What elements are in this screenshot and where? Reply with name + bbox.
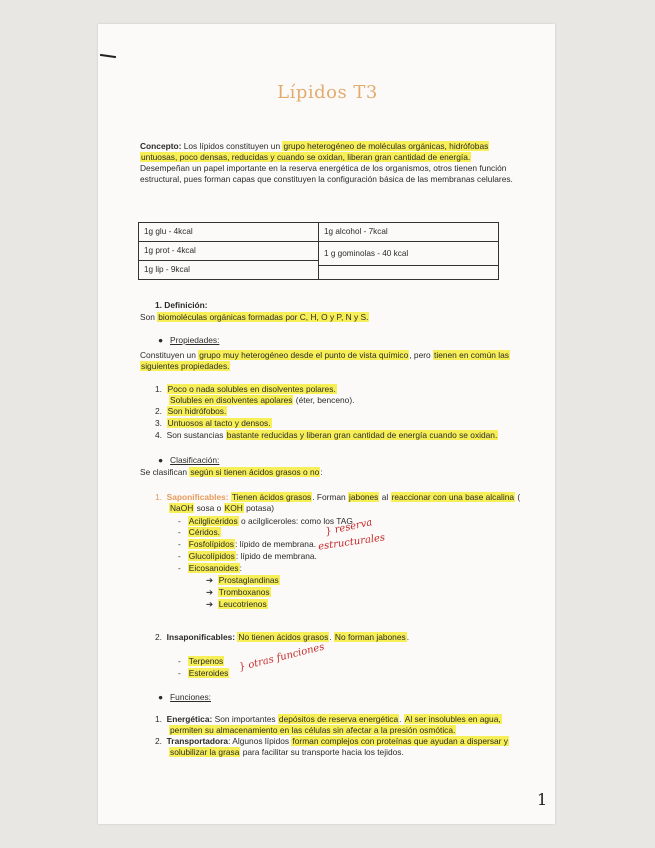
sub-item: ➔ Tromboxanos: [206, 587, 270, 597]
insaponificables-line: 2. Insaponificables: No tienen ácidos grasos. No forman jabones.: [155, 632, 410, 642]
propiedades-heading: ● Propiedades:: [158, 335, 220, 345]
list-item: - Fosfolípidos: lípido de membrana.: [178, 539, 316, 549]
propiedad-item: 3. Untuosos al tacto y densos.: [155, 418, 271, 428]
definicion-text: Son biomoléculas orgánicas formadas por C, H, O y P, N y S.: [140, 312, 369, 322]
sub-item: ➔ Leucotrienos: [206, 599, 267, 609]
list-item: - Esteroides: [178, 668, 229, 678]
table-cell: 1g alcohol - 7kcal: [319, 223, 498, 242]
energy-table: [138, 222, 499, 280]
concepto-line-4: estructural, pues forman capas que constituyen la configuración básica de las membranas celulares.: [140, 174, 513, 184]
funcion-energetica-1: 1. Energética: Son importantes depósitos de reserva energética. Al ser insolubles en agua,: [155, 714, 501, 724]
table-cell: 1 g gominolas - 40 kcal: [319, 242, 498, 266]
list-item: - Glucolípidos: lípido de membrana.: [178, 551, 317, 561]
clasificacion-intro: Se clasifican según si tienen ácidos grasos o no:: [140, 467, 323, 477]
page-title: Lípidos T3: [277, 82, 378, 103]
concepto-line-1: Concepto: Los lípidos constituyen un grupo heterogéneo de moléculas orgánicas, hidrófobas: [140, 141, 489, 151]
page-number: 1: [537, 790, 548, 809]
handwritten-otras-funciones: } otras funciones: [237, 641, 326, 674]
clasificacion-heading: ● Clasificación:: [158, 455, 220, 465]
propiedad-item: 2. Son hidrófobos.: [155, 406, 227, 416]
concepto-line-2: untuosas, poco densas, reducidas y cuando se oxidan, liberan gran cantidad de energía.: [141, 152, 471, 162]
funciones-heading: ● Funciones:: [158, 692, 212, 702]
list-item: - Eicosanoides:: [178, 563, 242, 573]
table-cell: 1g prot - 4kcal: [139, 242, 319, 261]
concepto-label: Concepto:: [140, 141, 182, 151]
saponificables-line-2: NaOH sosa o KOH potasa): [170, 503, 275, 513]
propiedades-intro-2: siguientes propiedades.: [141, 361, 230, 371]
concepto-line-3: Desempeñan un papel importante en la reserva energética de los organismos, otros tienen función: [140, 163, 507, 173]
arrow-right-icon: ➔: [206, 587, 214, 597]
saponificables-line-1: 1. Saponificables: Tienen ácidos grasos. Forman jabones al reaccionar con una base alcalina (: [155, 492, 521, 502]
propiedad-item: 1. Poco o nada solubles en disolventes polares.: [155, 384, 336, 394]
bullet-icon: ●: [158, 692, 164, 702]
list-item: - Acilglicéridos o acilgliceroles: como los TAG: [178, 516, 353, 526]
table-cell: 1g glu - 4kcal: [139, 223, 319, 242]
definicion-heading: 1. Definición:: [155, 300, 208, 310]
handwritten-estructurales: estructurales: [317, 532, 386, 553]
list-item: - Céridos.: [178, 527, 220, 537]
bullet-icon: ●: [158, 455, 164, 465]
arrow-right-icon: ➔: [206, 575, 214, 585]
propiedad-item: Solubles en disolventes apolares (éter, benceno).: [170, 395, 355, 405]
bullet-icon: ●: [158, 335, 164, 345]
table-cell: 1g lip - 9kcal: [139, 261, 319, 279]
propiedades-intro-1: Constituyen un grupo muy heterogéneo desde el punto de vista químico, pero tienen en común las: [140, 350, 509, 360]
funcion-transportadora-2: solubilizar la grasa para facilitar su transporte hacia los tejidos.: [170, 747, 404, 757]
funcion-transportadora-1: 2. Transportadora: Algunos lípidos forman complejos con proteínas que ayudan a dispersar y: [155, 736, 508, 746]
sub-item: ➔ Prostaglandinas: [206, 575, 279, 585]
handwritten-reserva: } reserva: [324, 517, 374, 538]
funcion-energetica-2: permiten su almacenamiento en las células sin afectar a la presión osmótica.: [170, 725, 456, 735]
list-item: - Terpenos: [178, 656, 224, 666]
propiedad-item: 4. Son sustancias bastante reducidas y liberan gran cantidad de energía cuando se oxidan.: [155, 430, 498, 440]
arrow-right-icon: ➔: [206, 599, 214, 609]
